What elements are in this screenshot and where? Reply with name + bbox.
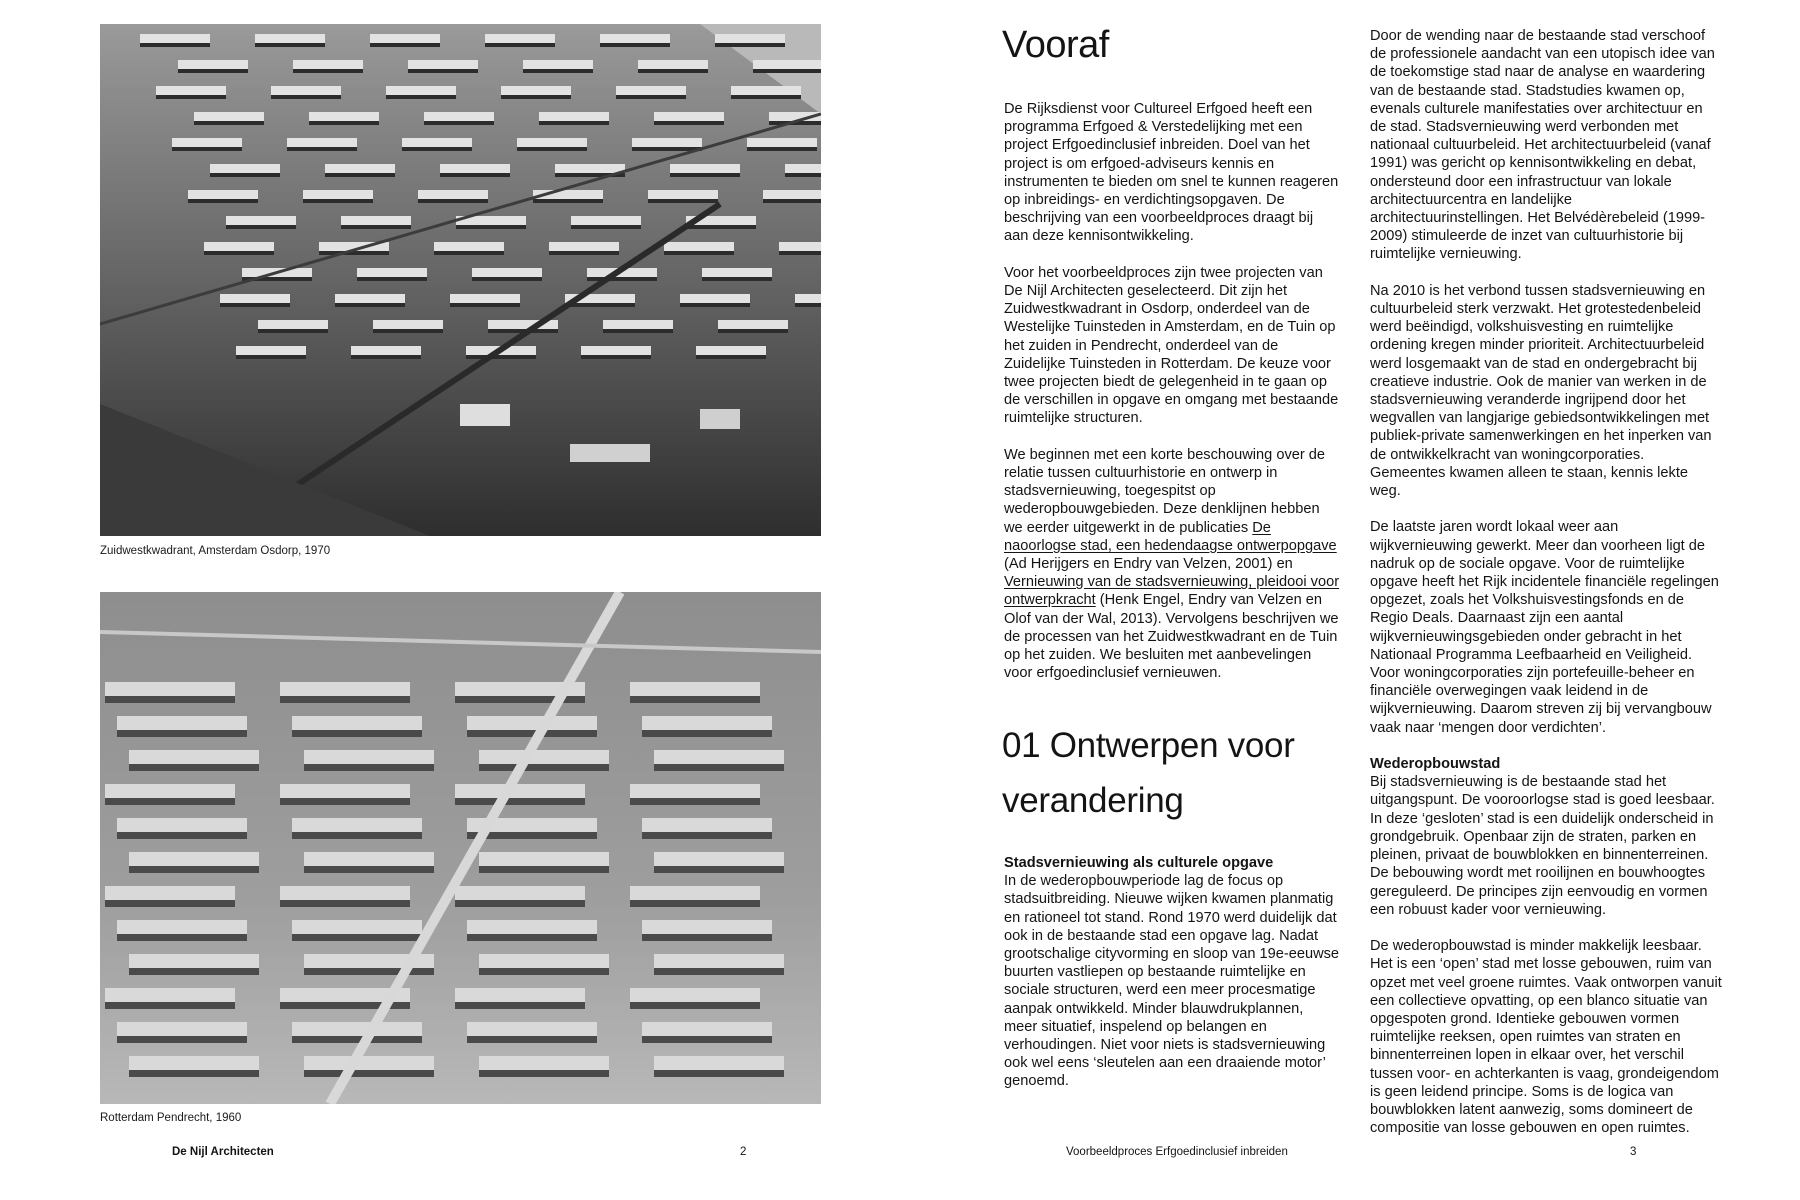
apartment-block [335,294,405,303]
apartment-shadow [795,303,821,307]
apartment-block [455,784,585,798]
apartment-shadow [702,277,772,281]
apartment-shadow [304,1070,434,1077]
apartment-shadow [335,303,405,307]
apartment-block [472,268,542,277]
apartment-block [236,346,306,355]
apartment-shadow [642,832,772,839]
apartment-block [255,34,325,43]
apartment-shadow [319,251,389,255]
apartment-shadow [117,832,247,839]
apartment-shadow [304,764,434,771]
apartment-block [105,682,235,696]
apartment-shadow [664,251,734,255]
apartment-block [370,34,440,43]
paragraph: De wederopbouwstad is minder makkelijk leesbaar. Het is een ‘open’ stad met losse gebouwen, ruim van opzet met veel groene ruimtes. Vaak ontworpen vanuit een collectieve opvatting, op een blanco situatie van opgespoten grond. Identieke gebouwen vormen ruimtelijke reeksen, open ruimtes van straten en binnenterreinen lopen in elkaar over, het verschil tussen voor- en achterkanten is vaag, grondeigendom is geen leidend principe. Soms is de logica van bouwblokken latent aanwezig, soms domineert de compositie van losse gebouwen en open ruimtes. [1370,938,1722,1137]
apartment-block [467,716,597,730]
apartment-shadow [292,934,422,941]
apartment-block [271,86,341,95]
apartment-shadow [680,303,750,307]
apartment-shadow [287,147,357,151]
apartment-shadow [258,329,328,333]
apartment-shadow [616,95,686,99]
apartment-shadow [479,968,609,975]
apartment-block [654,112,724,121]
apartment-shadow [747,147,817,151]
apartment-shadow [204,251,274,255]
apartment-block [731,86,801,95]
apartment-shadow [434,251,504,255]
text-column-right [1370,27,1722,1137]
apartment-shadow [587,277,657,281]
publication-title: De naoorlogse stad, een hedendaagse ontwerpopgave [1004,519,1337,554]
apartment-shadow [450,303,520,307]
apartment-block [292,920,422,934]
paragraph: Bij stadsvernieuwing is de bestaande stad het uitgangspunt. De vooroorlogse stad is goed leesbaar. In deze ‘gesloten’ stad is een duidelijk onderscheid in grondgebruik. Openbaar zijn de straten, parken en pleinen, privaat de bouwblokken en binnenterreinen. De bebouwing wordt met rooilijnen en bouwhoogtes gereguleerd. De principes zijn eenvoudig en vormen een robuust kader voor vernieuwing. [1370,774,1715,918]
apartment-shadow [467,1036,597,1043]
apartment-block [194,112,264,121]
footer-publisher: De Nijl Architecten [172,1146,274,1158]
apartment-block [341,216,411,225]
apartment-block [129,750,259,764]
apartment-shadow [501,95,571,99]
apartment-block [129,852,259,866]
apartment-block [226,216,296,225]
apartment-shadow [424,121,494,125]
apartment-block [630,988,760,1002]
apartment-block [105,784,235,798]
text-column-middle-lower [1004,854,1340,1091]
apartment-shadow [479,1070,609,1077]
apartment-shadow [603,329,673,333]
apartment-shadow [117,934,247,941]
apartment-shadow [341,225,411,229]
apartment-block [517,138,587,147]
apartment-block [630,784,760,798]
apartment-shadow [236,355,306,359]
apartment-block [287,138,357,147]
publication-title: Vernieuwing van de stadsvernieuwing, pleidooi voor ontwerpkracht [1004,574,1340,609]
apartment-shadow [105,900,235,907]
apartment-shadow [642,934,772,941]
apartment-shadow [357,277,427,281]
apartment-shadow [600,43,670,47]
apartment-block [747,138,817,147]
subheading: Wederopbouwstad [1370,756,1501,773]
apartment-shadow [654,121,724,125]
apartment-block [117,1022,247,1036]
apartment-block [105,886,235,900]
apartment-shadow [455,900,585,907]
apartment-block [654,750,784,764]
aerial-photo-pendrecht [100,592,821,1104]
apartment-shadow [117,730,247,737]
apartment-shadow [292,832,422,839]
apartment-block [117,818,247,832]
apartment-block [258,320,328,329]
apartment-block [292,716,422,730]
paragraph: De laatste jaren wordt lokaal weer aan wijkvernieuwing gewerkt. Meer dan voorheen ligt de nadruk op de sociale opgave. Voor de ruimtelijke opgave heeft het Rijk incidentele financiële regelingen opgezet, zoals het Volkshuisvestingsfonds en de Regio Deals. Daarnaast zijn een aantal wijkvernieuwingsgebieden onder gebracht in het Nationaal Programma Leefbaarheid en Veiligheid. Voor woningcorporaties zijn portefeuille-beheer en financiële overwegingen vaak leidend in de wijkvernieuwing. Daarom streven zij bij vervangbouw vaak naar ‘mengen door verdichten’. [1370,519,1719,736]
apartment-shadow [309,121,379,125]
apartment-shadow [370,43,440,47]
apartment-shadow [156,95,226,99]
apartment-shadow [630,696,760,703]
apartment-block [581,346,651,355]
paragraph [1004,446,1340,683]
apartment-block [642,716,772,730]
apartment-block [539,112,609,121]
apartment-block [763,190,821,199]
apartment-shadow [105,1002,235,1009]
apartment-block [455,988,585,1002]
apartment-shadow [479,764,609,771]
apartment-block [309,112,379,121]
apartment-block [523,60,593,69]
apartment-block [418,190,488,199]
apartment-shadow [255,43,325,47]
apartment-shadow [105,798,235,805]
apartment-shadow [549,251,619,255]
apartment-block [117,716,247,730]
apartment-shadow [325,173,395,177]
apartment-shadow [402,147,472,151]
apartment-shadow [670,173,740,177]
paragraph-text: We beginnen met een korte beschouwing over de relatie tussen cultuurhistorie en ontwerp in stadsvernieuwing, toegespitst op wederopbouwgebieden. Deze denklijnen hebben we eerder uitgewerkt in de publicaties [1004,446,1325,536]
apartment-block [204,242,274,251]
apartment-block [450,294,520,303]
apartment-block [718,320,788,329]
apartment-block [373,320,443,329]
apartment-block [501,86,571,95]
apartment-block [408,60,478,69]
apartment-shadow [280,900,410,907]
apartment-shadow [129,1070,259,1077]
apartment-shadow [194,121,264,125]
apartment-shadow [479,866,609,873]
apartment-block [455,886,585,900]
apartment-block [280,886,410,900]
apartment-block [638,60,708,69]
apartment-shadow [280,798,410,805]
apartment-shadow [210,173,280,177]
apartment-block [630,886,760,900]
apartment-block [424,112,494,121]
apartment-block [280,682,410,696]
apartment-block [220,294,290,303]
apartment-block [753,60,821,69]
apartment-shadow [304,968,434,975]
apartment-shadow [642,1036,772,1043]
apartment-shadow [731,95,801,99]
apartment-shadow [718,329,788,333]
text-column-middle [1004,100,1340,701]
page-number: 3 [1630,1146,1637,1158]
paragraph: In de wederopbouwperiode lag de focus op stadsuitbreiding. Nieuwe wijken kwamen planmatig en rationeel tot stand. Rond 1970 werd duidelijk dat ook in de bestaande stad een opgave lag. Nadat grootschalige cityvorming en sloop van 19e-eeuwse buurten vastliepen op bestaande ruimtelijke en sociale structuren, werd een meer procesmatige aanpak ontwikkeld. Minder blauwdrukplannen, meer situatief, inspelend op belangen en verhoudingen. Niet voor niets is stadsvernieuwing ook wel eens ‘sleutelen aan een draaiende motor’ genoemd. [1004,873,1340,1090]
apartment-shadow [517,147,587,151]
apartment-shadow [654,1070,784,1077]
apartment-block [357,268,427,277]
apartment-shadow [293,69,363,73]
apartment-block [140,34,210,43]
apartment-block [156,86,226,95]
apartment-shadow [129,764,259,771]
photo-caption: Rotterdam Pendrecht, 1960 [100,1112,242,1124]
paragraph: Voor het voorbeeldproces zijn twee projecten van De Nijl Architecten geselecteerd. Dit zijn het Zuidwestkwadrant in Osdorp, onderdeel van de Westelijke Tuinsteden in Amsterdam, en de Tuin op het zuiden in Pendrecht, onderdeel van de Zuidelijke Tuinsteden in Rotterdam. De keuze voor twee projecten biedt de gelegenheid in te gaan op de verschillen in opgave en omgang met bestaande ruimtelijke structuren. [1004,264,1339,427]
apartment-block [434,242,504,251]
apartment-block [467,1022,597,1036]
apartment-block [293,60,363,69]
apartment-block [680,294,750,303]
apartment-shadow [523,69,593,73]
apartment-shadow [408,69,478,73]
apartment-block [785,164,821,173]
apartment-block [325,164,395,173]
apartment-shadow [129,866,259,873]
apartment-block [654,1056,784,1070]
apartment-block [654,852,784,866]
apartment-shadow [220,303,290,307]
apartment-block [603,320,673,329]
apartment-block [210,164,280,173]
apartment-shadow [630,798,760,805]
paragraph-text: (Henk Engel, Endry van Velzen en Olof van der Wal, 2013). Vervolgens beschrijven we de processen van het Zuidwestkwadrant en de Tuin op het zuiden. We besluiten met aanbevelingen voor erfgoedinclusief vernieuwen. [1004,592,1339,682]
apartment-block [386,86,456,95]
apartment-block [178,60,248,69]
section-title: 01 Ontwerpen voor verandering [1002,726,1295,820]
apartment-block [616,86,686,95]
apartment-block [351,346,421,355]
apartment-shadow [565,303,635,307]
apartment-block [696,346,766,355]
apartment-block [642,920,772,934]
apartment-block [630,682,760,696]
apartment-block [648,190,718,199]
paragraph: Door de wending naar de bestaande stad verschoof de professionele aandacht van een utopisch idee van de toekomstige stad naar de analyse en waardering van de bestaande stad. Stadstudies kwamen op, evenals culturele manifestaties over architectuur en de stad. Stadsvernieuwing werd verbonden met nationaal cultuurbeleid. Het architectuurbeleid (vanaf 1991) was gericht op kennisontwikkeling en debat, ondersteund door een infrastructuur van lokale architectuurcentra en landelijke architectuurinstellingen. Het Belvédèrebeleid (1999-2009) stimuleerde de inzet van cultuurhistorie bij ruimtelijke vernieuwing. [1370,28,1715,263]
apartment-block [664,242,734,251]
apartment-block [779,242,821,251]
apartment-block [292,1022,422,1036]
apartment-block [654,954,784,968]
apartment-shadow [455,798,585,805]
aerial-photo-osdorp [100,24,821,536]
apartment-shadow [226,225,296,229]
apartment-shadow [686,225,756,229]
apartment-shadow [466,355,536,359]
apartment-shadow [292,1036,422,1043]
apartment-shadow [654,968,784,975]
apartment-shadow [763,199,821,203]
apartment-block [280,784,410,798]
apartment-shadow [105,696,235,703]
apartment-shadow [303,199,373,203]
apartment-shadow [785,173,821,177]
apartment-block [795,294,821,303]
apartment-block [571,216,641,225]
apartment-shadow [472,277,542,281]
apartment-shadow [271,95,341,99]
apartment-block [172,138,242,147]
apartment-block [304,750,434,764]
apartment-block [479,750,609,764]
apartment-shadow [753,69,821,73]
apartment-shadow [172,147,242,151]
apartment-block [670,164,740,173]
paragraph: De Rijksdienst voor Cultureel Erfgoed heeft een programma Erfgoed & Verstedelijking met een project Erfgoedinclusief inbreiden. Doel van het project is om erfgoed-adviseurs kennis en instrumenten te bieden om snel te kunnen reageren op inbreidings- en verdichtingsopgaven. De beschrijving van een voorbeeldproces draagt bij aan deze kennisontwikkeling. [1004,101,1339,245]
apartment-block [129,954,259,968]
apartment-block [485,34,555,43]
apartment-shadow [386,95,456,99]
apartment-shadow [638,69,708,73]
apartment-block [632,138,702,147]
footer-title: Voorbeeldproces Erfgoedinclusief inbreiden [1066,1146,1288,1158]
apartment-shadow [418,199,488,203]
page-title: Vooraf [1002,24,1109,66]
apartment-shadow [140,43,210,47]
apartment-block [549,242,619,251]
apartment-block [479,852,609,866]
apartment-shadow [715,43,785,47]
apartment-block [702,268,772,277]
apartment-block [304,852,434,866]
apartment-shadow [188,199,258,203]
apartment-block [479,954,609,968]
apartment-block [105,988,235,1002]
page-number: 2 [740,1146,747,1158]
apartment-block [715,34,785,43]
apartment-block [292,818,422,832]
apartment-shadow [654,866,784,873]
apartment-shadow [456,225,526,229]
paragraph-text: (Ad Herijgers en Endry van Velzen, 2001) en [1004,556,1293,573]
apartment-shadow [467,934,597,941]
apartment-block [642,818,772,832]
apartment-block [555,164,625,173]
apartment-block [188,190,258,199]
apartment-shadow [304,866,434,873]
apartment-shadow [779,251,821,255]
apartment-shadow [539,121,609,125]
apartment-shadow [467,730,597,737]
apartment-block [479,1056,609,1070]
apartment-shadow [117,1036,247,1043]
photo-caption: Zuidwestkwadrant, Amsterdam Osdorp, 1970 [100,545,331,557]
apartment-block [129,1056,259,1070]
subheading: Stadsvernieuwing als culturele opgave [1004,855,1274,871]
apartment-shadow [280,696,410,703]
apartment-shadow [351,355,421,359]
apartment-block [402,138,472,147]
apartment-shadow [642,730,772,737]
apartment-shadow [178,69,248,73]
apartment-block [642,1022,772,1036]
apartment-block [440,164,510,173]
apartment-shadow [696,355,766,359]
apartment-block [304,1056,434,1070]
apartment-shadow [630,900,760,907]
apartment-shadow [485,43,555,47]
apartment-shadow [581,355,651,359]
apartment-shadow [292,730,422,737]
apartment-shadow [440,173,510,177]
apartment-shadow [455,1002,585,1009]
apartment-shadow [630,1002,760,1009]
apartment-shadow [654,764,784,771]
apartment-shadow [648,199,718,203]
apartment-shadow [571,225,641,229]
paragraph: Na 2010 is het verbond tussen stadsvernieuwing en cultuurbeleid sterk verzwakt. Het grotestedenbeleid werd beëindigd, volkshuisvesting en ruimtelijke ordening kregen minder prioriteit. Architectuurbeleid werd losgemaakt van de stad en ondergebracht bij creatieve industrie. Ook de manier van werken in de stadsvernieuwing veranderde ingrijpend door het wegvallen van langjarige gebiedsontwikkelingen met publiek-private samenwerkingen en het inperken van de ontwikkelkracht van woningcorporaties. Gemeentes kwamen alleen te staan, kennis lekte weg. [1370,282,1712,500]
apartment-shadow [129,968,259,975]
apartment-shadow [533,199,603,203]
apartment-block [600,34,670,43]
apartment-block [303,190,373,199]
apartment-block [117,920,247,934]
apartment-block [467,920,597,934]
apartment-shadow [373,329,443,333]
